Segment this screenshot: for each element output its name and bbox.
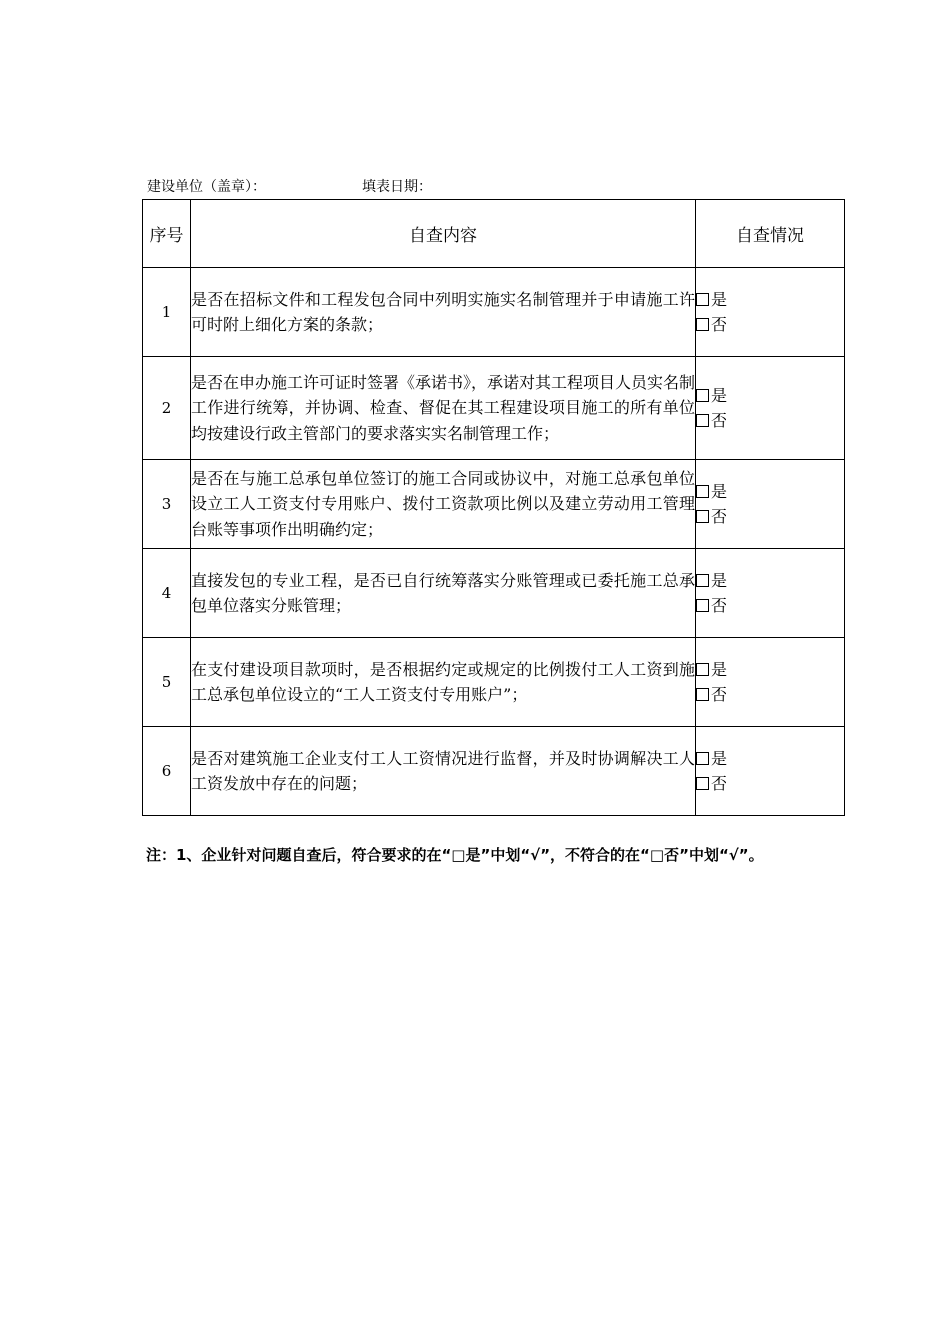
option-yes[interactable] — [696, 657, 844, 682]
checkbox-yes[interactable] — [696, 293, 709, 306]
option-no[interactable] — [696, 682, 844, 707]
row-content: 是否在与施工总承包单位签订的施工合同或协议中，对施工总承包单位设立工人工资支付专用账户、拨付工资款项比例以及建立劳动用工管理台账等事项作出明确约定； — [191, 460, 696, 549]
option-label-no: 否 — [711, 685, 728, 704]
option-yes[interactable] — [696, 479, 844, 504]
row-status — [696, 549, 845, 638]
row-seq: 2 — [143, 357, 191, 460]
header-seq: 序号 — [143, 200, 191, 268]
option-label-no: 否 — [711, 315, 728, 334]
row-seq: 6 — [143, 727, 191, 816]
checkbox-yes[interactable] — [696, 752, 709, 765]
row-content: 是否在申办施工许可证时签署《承诺书》，承诺对其工程项目人员实名制工作进行统筹，并协调、检查、督促在其工程建设项目施工的所有单位均按建设行政主管部门的要求落实实名制管理工作； — [191, 357, 696, 460]
row-seq: 3 — [143, 460, 191, 549]
option-label-no: 否 — [711, 596, 728, 615]
option-label-yes: 是 — [711, 749, 728, 768]
option-label-no: 否 — [711, 774, 728, 793]
option-yes[interactable] — [696, 383, 844, 408]
checkbox-no[interactable] — [696, 318, 709, 331]
option-yes[interactable] — [696, 746, 844, 771]
fill-date-label: 填表日期： — [362, 179, 432, 195]
option-label-yes: 是 — [711, 660, 728, 679]
row-status — [696, 460, 845, 549]
checkbox-no[interactable] — [696, 599, 709, 612]
option-label-yes: 是 — [711, 386, 728, 405]
option-yes[interactable] — [696, 568, 844, 593]
construction-unit-label: 建设单位（盖章）： — [147, 179, 266, 195]
row-status — [696, 638, 845, 727]
row-content: 在支付建设项目款项时，是否根据约定或规定的比例拨付工人工资到施工总承包单位设立的“工人工资支付专用账户”； — [191, 638, 696, 727]
header-status: 自查情况 — [696, 200, 845, 268]
option-yes[interactable] — [696, 287, 844, 312]
checkbox-yes[interactable] — [696, 389, 709, 402]
option-label-no: 否 — [711, 411, 728, 430]
row-status — [696, 268, 845, 357]
option-no[interactable] — [696, 593, 844, 618]
row-content: 直接发包的专业工程，是否已自行统筹落实分账管理或已委托施工总承包单位落实分账管理； — [191, 549, 696, 638]
option-no[interactable] — [696, 312, 844, 337]
option-label-yes: 是 — [711, 482, 728, 501]
form-header — [147, 176, 432, 196]
option-no[interactable] — [696, 504, 844, 529]
row-seq: 4 — [143, 549, 191, 638]
table-row — [143, 727, 845, 816]
checkbox-no[interactable] — [696, 414, 709, 427]
checkbox-yes[interactable] — [696, 485, 709, 498]
option-label-yes: 是 — [711, 571, 728, 590]
self-check-table — [142, 199, 845, 816]
footnote: 注：1、企业针对问题自查后，符合要求的在“□是”中划“√”，不符合的在“□否”中划“√”。 — [146, 846, 764, 864]
row-status — [696, 357, 845, 460]
row-seq: 5 — [143, 638, 191, 727]
row-status — [696, 727, 845, 816]
option-label-yes: 是 — [711, 290, 728, 309]
option-label-no: 否 — [711, 507, 728, 526]
table-row — [143, 638, 845, 727]
checkbox-no[interactable] — [696, 510, 709, 523]
table-row — [143, 357, 845, 460]
row-seq: 1 — [143, 268, 191, 357]
option-no[interactable] — [696, 771, 844, 796]
table-body — [143, 268, 845, 816]
row-content: 是否在招标文件和工程发包合同中列明实施实名制管理并于申请施工许可时附上细化方案的条款； — [191, 268, 696, 357]
header-content: 自查内容 — [191, 200, 696, 268]
table-row — [143, 460, 845, 549]
checkbox-yes[interactable] — [696, 574, 709, 587]
checkbox-yes[interactable] — [696, 663, 709, 676]
table-row — [143, 268, 845, 357]
table-row — [143, 549, 845, 638]
row-content: 是否对建筑施工企业支付工人工资情况进行监督，并及时协调解决工人工资发放中存在的问题； — [191, 727, 696, 816]
checkbox-no[interactable] — [696, 777, 709, 790]
table-header-row — [143, 200, 845, 268]
option-no[interactable] — [696, 408, 844, 433]
checkbox-no[interactable] — [696, 688, 709, 701]
